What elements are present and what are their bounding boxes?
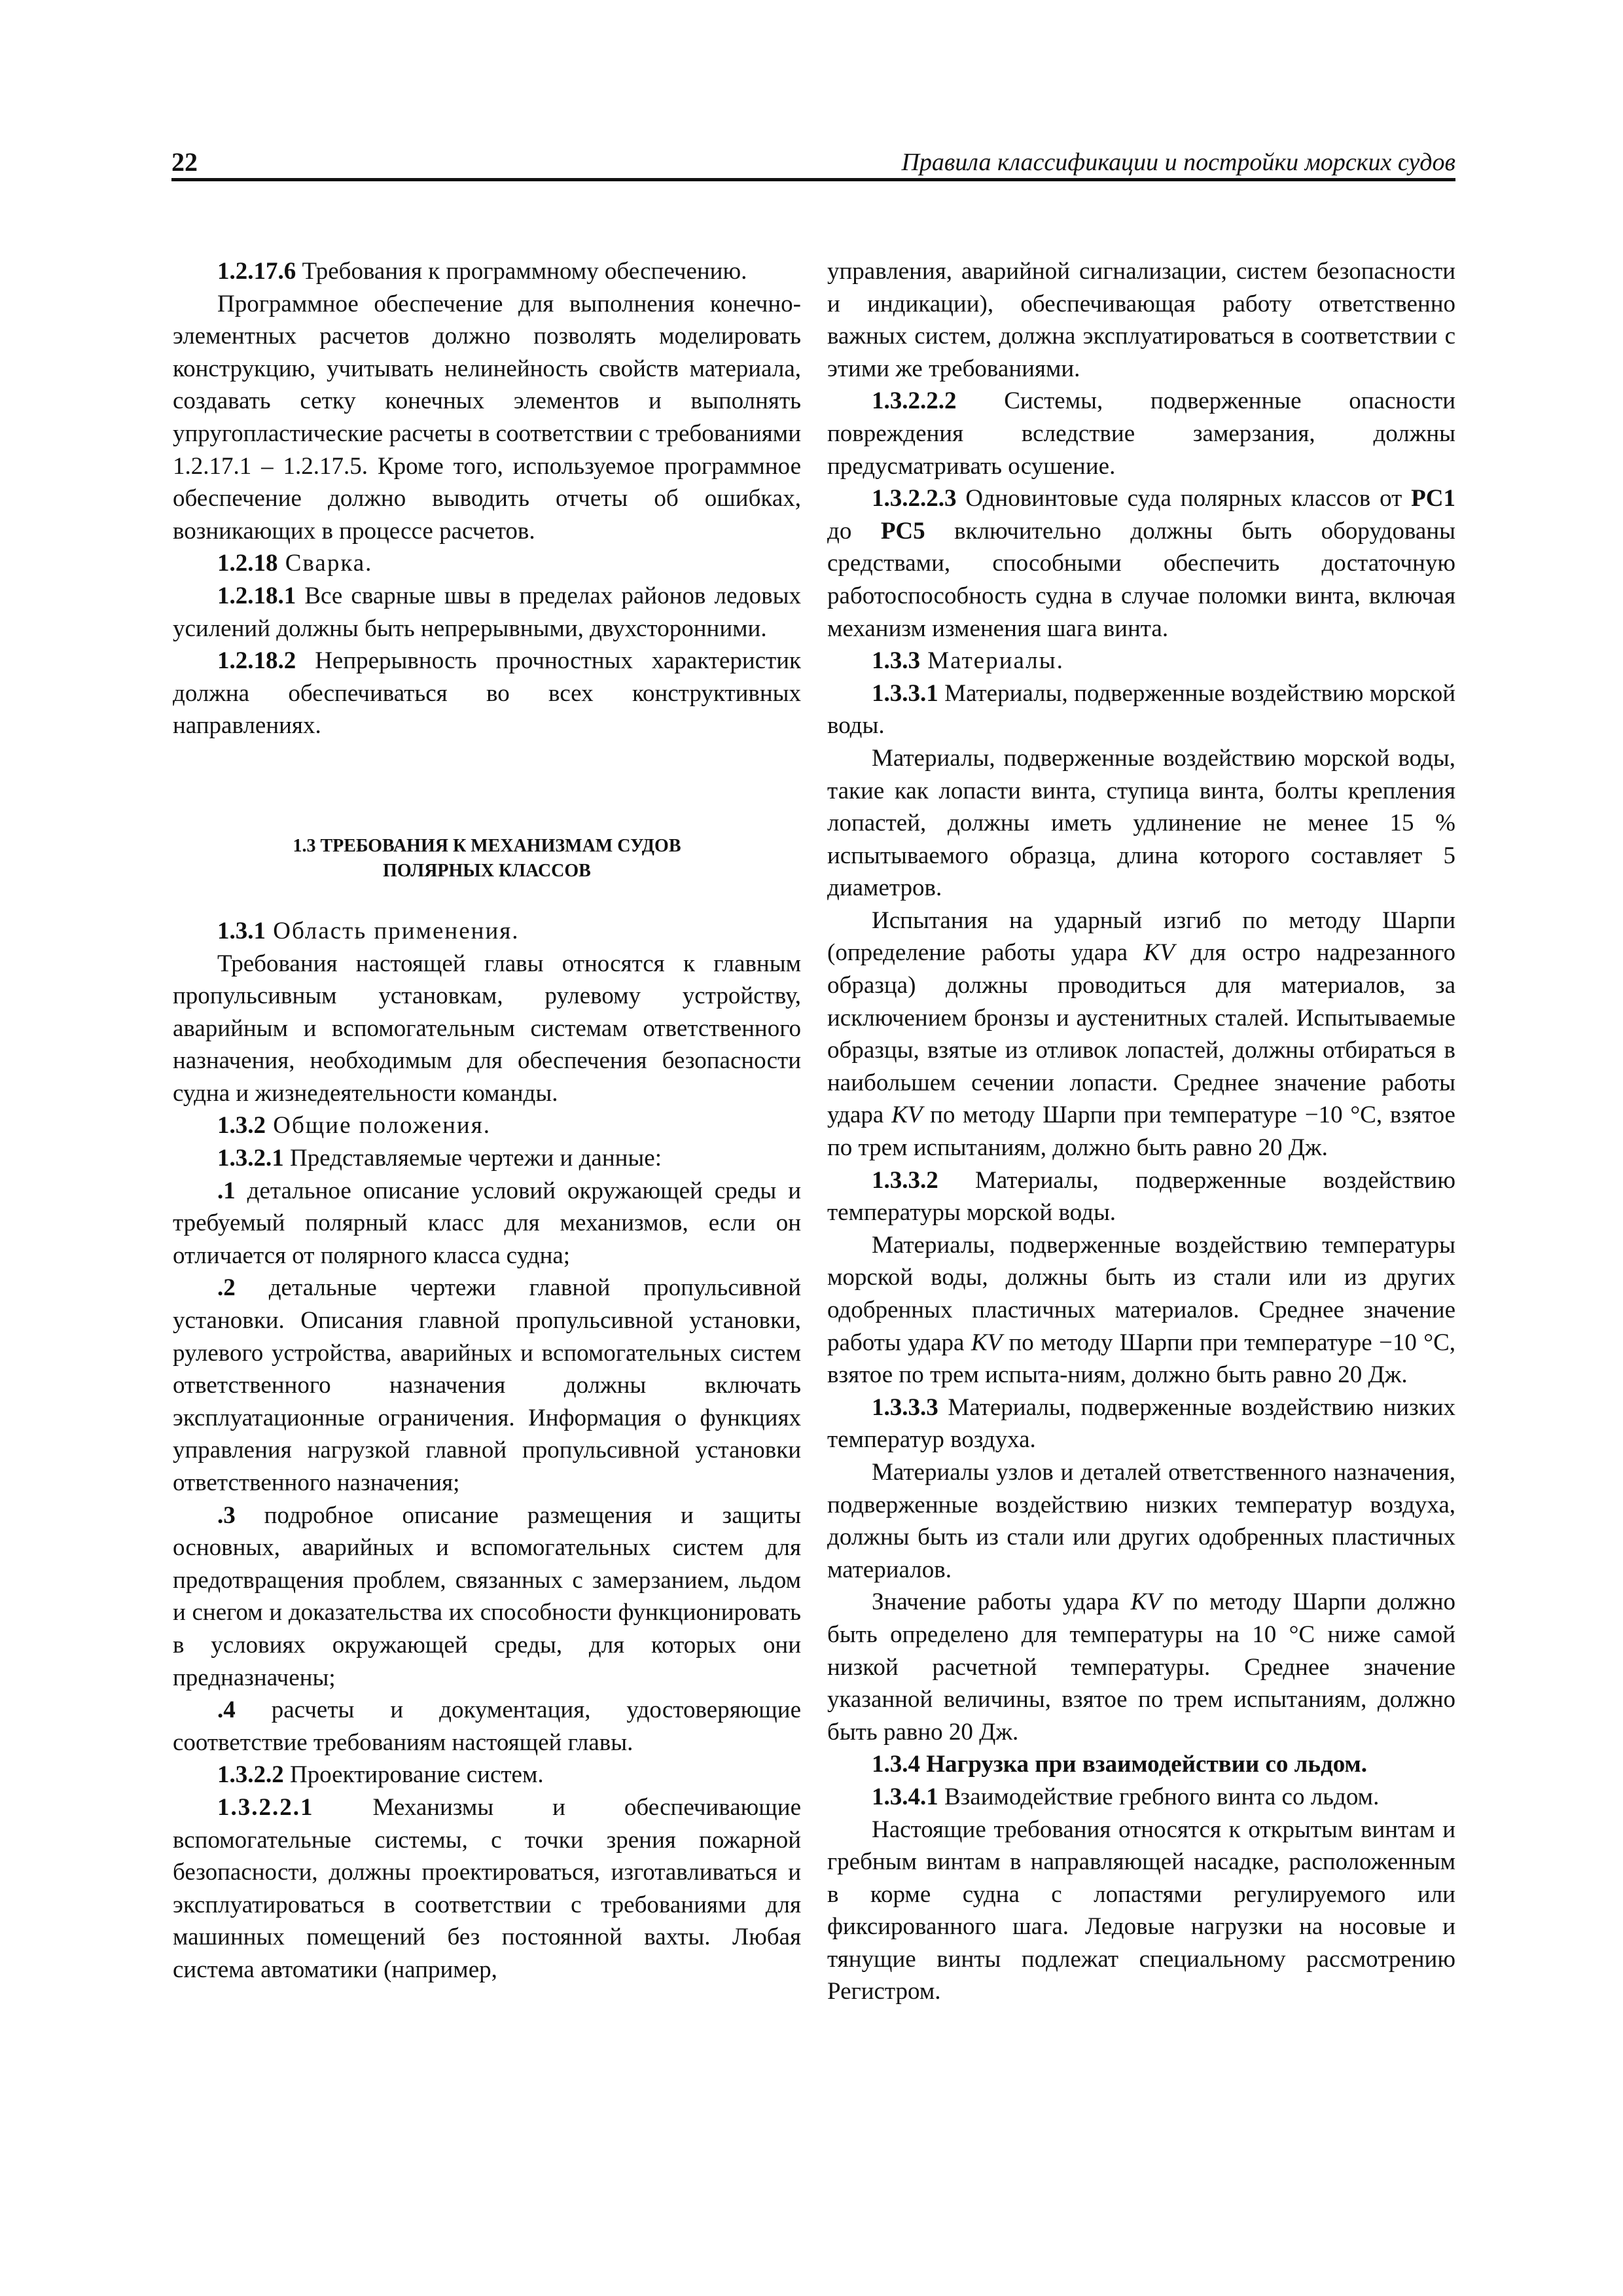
paragraph bbox=[173, 1791, 801, 1986]
clause-number: 1.2.18.2 bbox=[217, 647, 296, 675]
paragraph bbox=[173, 255, 801, 288]
paragraph: Требования настоящей главы относятся к главным пропульсивным установкам, рулевому устройству, аварийным и вспомогательным системам ответственного назначения, необходимым для обеспечения безопасности судна и жизнедеятельности команды. bbox=[173, 950, 801, 1107]
paragraph-text: по методу Шарпи должно быть определено для температуры на 10 °C ниже самой низкой расчетной температуры. Среднее значение указанной величины, взятое по трем испытаниям, должно быть равно 20 Дж. bbox=[827, 1588, 1456, 1746]
paragraph bbox=[827, 1164, 1455, 1229]
paragraph bbox=[173, 645, 801, 742]
kv-symbol: KV bbox=[1143, 939, 1175, 967]
paragraph-continued: управления, аварийной сигнализации, систем безопасности и индикации), обеспечивающая работу ответственно важных систем, должна эксплуатироваться в соответствии с этими же требованиями. bbox=[827, 258, 1455, 382]
paragraph bbox=[173, 915, 801, 948]
clause-number: 1.3.2.2.1 bbox=[217, 1793, 314, 1821]
paragraph bbox=[827, 1586, 1455, 1748]
kv-symbol: KV bbox=[891, 1102, 923, 1129]
clause-title: Область применения. bbox=[266, 917, 520, 944]
clause-title: Общие положения. bbox=[266, 1112, 491, 1139]
clause-number: 1.3.2 bbox=[217, 1112, 266, 1139]
list-item bbox=[173, 1694, 801, 1759]
paragraph: Материалы узлов и деталей ответственного назначения, подверженные воздействию низких температур воздуха, должны быть из стали или других одобренных пластичных материалов. bbox=[827, 1458, 1455, 1583]
clause-text: Системы, подверженные опасности повреждения вследствие замерзания, должны предусматривать осушение. bbox=[827, 387, 1455, 480]
item-text: расчеты и документация, удостоверяющие соответствие требованиям настоящей главы. bbox=[173, 1696, 801, 1756]
item-text: подробное описание размещения и защиты основных, аварийных и вспомогательных систем для предотвращения проблем, связанных с замерзанием, льдом и снегом и доказательства их способности функционировать в условиях окружающей среды, для которых они предназначены; bbox=[173, 1501, 801, 1691]
item-number: .4 bbox=[217, 1696, 236, 1724]
paragraph bbox=[827, 1229, 1455, 1391]
clause-title: Требования к программному обеспечению. bbox=[296, 258, 747, 285]
paragraph bbox=[173, 1109, 801, 1142]
item-number: .2 bbox=[217, 1274, 236, 1302]
clause-number: 1.3.2.2.3 bbox=[872, 485, 957, 512]
clause-title: Проектирование систем. bbox=[283, 1761, 544, 1789]
paragraph bbox=[173, 547, 801, 580]
paragraph bbox=[827, 1748, 1455, 1781]
clause-number: 1.2.18 bbox=[217, 550, 278, 577]
paragraph bbox=[827, 677, 1455, 742]
clause-number: 1.2.18.1 bbox=[217, 582, 296, 609]
section-title-line: 1.3 ТРЕБОВАНИЯ К МЕХАНИЗМАМ СУДОВ bbox=[293, 835, 681, 856]
kv-symbol: KV bbox=[971, 1329, 1003, 1356]
paragraph-text: по методу Шарпи при температуре −10 °C, взятое по трем испытаниям, должно быть равно 20 Дж. bbox=[827, 1102, 1455, 1162]
paragraph-text: Испытания на ударный изгиб по методу Шарпи (определение работы удара bbox=[827, 906, 1455, 967]
polar-class-label: PC5 bbox=[880, 517, 925, 545]
clause-title: Материалы, подверженные воздействию морской воды. bbox=[827, 679, 1455, 740]
paragraph-text: для остро надрезанного образца) должны проводиться для материалов, за исключением бронзы и аустенитных сталей. Испытываемые образцы, взятые из отливок лопастей, должны отбираться в наибольшем сечении лопасти. Среднее значение работы удара bbox=[827, 939, 1455, 1129]
page-header bbox=[171, 145, 1455, 182]
clause-title: Взаимодействие гребного винта со льдом. bbox=[938, 1783, 1380, 1810]
item-text: детальное описание условий окружающей среды и требуемый полярный класс для механизмов, если он отличается от полярного класса судна; bbox=[173, 1177, 801, 1269]
clause-number: 1.3.4.1 bbox=[872, 1783, 938, 1810]
clause-number: 1.3.3.3 bbox=[872, 1393, 938, 1421]
section-title-line: ПОЛЯРНЫХ КЛАССОВ bbox=[383, 860, 591, 881]
running-title: Правила классификации и постройки морских судов bbox=[901, 149, 1455, 176]
paragraph bbox=[173, 580, 801, 645]
paragraph-text: Значение работы удара bbox=[872, 1588, 1131, 1616]
clause-title: Представляемые чертежи и данные: bbox=[283, 1145, 662, 1172]
clause-title: Материалы, подверженные воздействию температуры морской воды. bbox=[827, 1166, 1455, 1227]
paragraph bbox=[827, 1391, 1455, 1456]
left-column bbox=[173, 255, 801, 1986]
right-column bbox=[827, 255, 1455, 2008]
clause-number: 1.3.2.2.2 bbox=[872, 387, 957, 415]
paragraph bbox=[827, 385, 1455, 482]
list-item bbox=[173, 1272, 801, 1499]
clause-title: Сварка. bbox=[277, 550, 373, 577]
paragraph bbox=[173, 1142, 801, 1175]
paragraph bbox=[173, 1759, 801, 1791]
clause-number: 1.3.2.1 bbox=[217, 1145, 284, 1172]
clause-text: Непрерывность прочностных характеристик должна обеспечиваться во всех конструктивных направлениях. bbox=[173, 647, 801, 740]
item-text: детальные чертежи главной пропульсивной установки. Описания главной пропульсивной установки, рулевого устройства, аварийных и вспомогательных систем ответственного назначения должны включать эксплуатационные ограничения. Информация о функциях управления нагрузкой главной пропульсивной установки ответственного назначения; bbox=[173, 1274, 801, 1496]
clause-number: 1.3.2.2 bbox=[217, 1761, 284, 1789]
section-title bbox=[173, 834, 801, 884]
clause-text: Механизмы и обеспечивающие вспомогательные системы, с точки зрения пожарной безопасности, должны проектироваться, изготавливаться и эксплуатироваться в соответствии с требованиями для машинных помещений без постоянной вахты. Любая система автоматики (например, bbox=[173, 1793, 801, 1983]
clause-number: 1.3.4 bbox=[872, 1751, 920, 1778]
paragraph: Материалы, подверженные воздействию морской воды, такие как лопасти винта, ступица винта, болты крепления лопастей, должны иметь удлинение не менее 15 % испытываемого образца, длина которого составляет 5 диаметров. bbox=[827, 744, 1455, 902]
clause-title: Нагрузка при взаимодействии со льдом. bbox=[920, 1751, 1367, 1778]
clause-text: Одновинтовые суда полярных классов от bbox=[956, 485, 1412, 512]
list-item bbox=[173, 1499, 801, 1695]
paragraph bbox=[827, 482, 1455, 645]
paragraph: Настоящие требования относятся к открытым винтам и гребным винтам в направляющей насадке, расположенным в корме судна с лопастями регулируемого или фиксированного шага. Ледовые нагрузки на носовые и тянущие винты подлежат специальному рассмотрению Регистром. bbox=[827, 1816, 1455, 2005]
header-rule bbox=[171, 178, 1455, 181]
item-number: .1 bbox=[217, 1177, 236, 1204]
polar-class-label: PC1 bbox=[1411, 485, 1455, 512]
clause-text: включительно должны быть оборудованы средствами, способными обеспечить достаточную работоспособность судна в случае поломки винта, включая механизм изменения шага винта. bbox=[827, 517, 1455, 642]
paragraph: Программное обеспечение для выполнения конечно-элементных расчетов должно позволять моделировать конструкцию, учитывать нелинейность свойств материала, создавать сетку конечных элементов и выполнять упругопластические расчеты в соответствии с требованиями 1.2.17.1 – 1.2.17.5. Кроме того, используемое программное обеспечение должно выводить отчеты об ошибках, возникающих в процессе расчетов. bbox=[173, 290, 801, 545]
kv-symbol: KV bbox=[1130, 1588, 1162, 1616]
paragraph bbox=[827, 905, 1455, 1164]
clause-number: 1.3.3 bbox=[872, 647, 920, 675]
clause-number: 1.2.17.6 bbox=[217, 258, 296, 285]
page-number: 22 bbox=[171, 147, 198, 177]
paragraph bbox=[827, 645, 1455, 677]
clause-number: 1.3.3.1 bbox=[872, 679, 938, 707]
clause-text: Все сварные швы в пределах районов ледовых усилений должны быть непрерывными, двухсторонними. bbox=[173, 582, 801, 642]
clause-title: Материалы, подверженные воздействию низких температур воздуха. bbox=[827, 1393, 1455, 1454]
paragraph-text: Материалы, подверженные воздействию температуры морской воды, должны быть из стали или из других одобренных пластичных материалов. Среднее значение работы удара bbox=[827, 1231, 1455, 1356]
clause-title: Материалы. bbox=[920, 647, 1064, 675]
item-number: .3 bbox=[217, 1501, 236, 1529]
list-item bbox=[173, 1175, 801, 1272]
clause-number: 1.3.1 bbox=[217, 917, 266, 944]
paragraph-text: по методу Шарпи при температуре −10 °C, взятое по трем испыта-ниям, должно быть равно 20 Дж. bbox=[827, 1329, 1455, 1389]
clause-number: 1.3.3.2 bbox=[872, 1166, 938, 1194]
clause-text: до bbox=[827, 517, 881, 545]
paragraph bbox=[827, 1781, 1455, 1814]
